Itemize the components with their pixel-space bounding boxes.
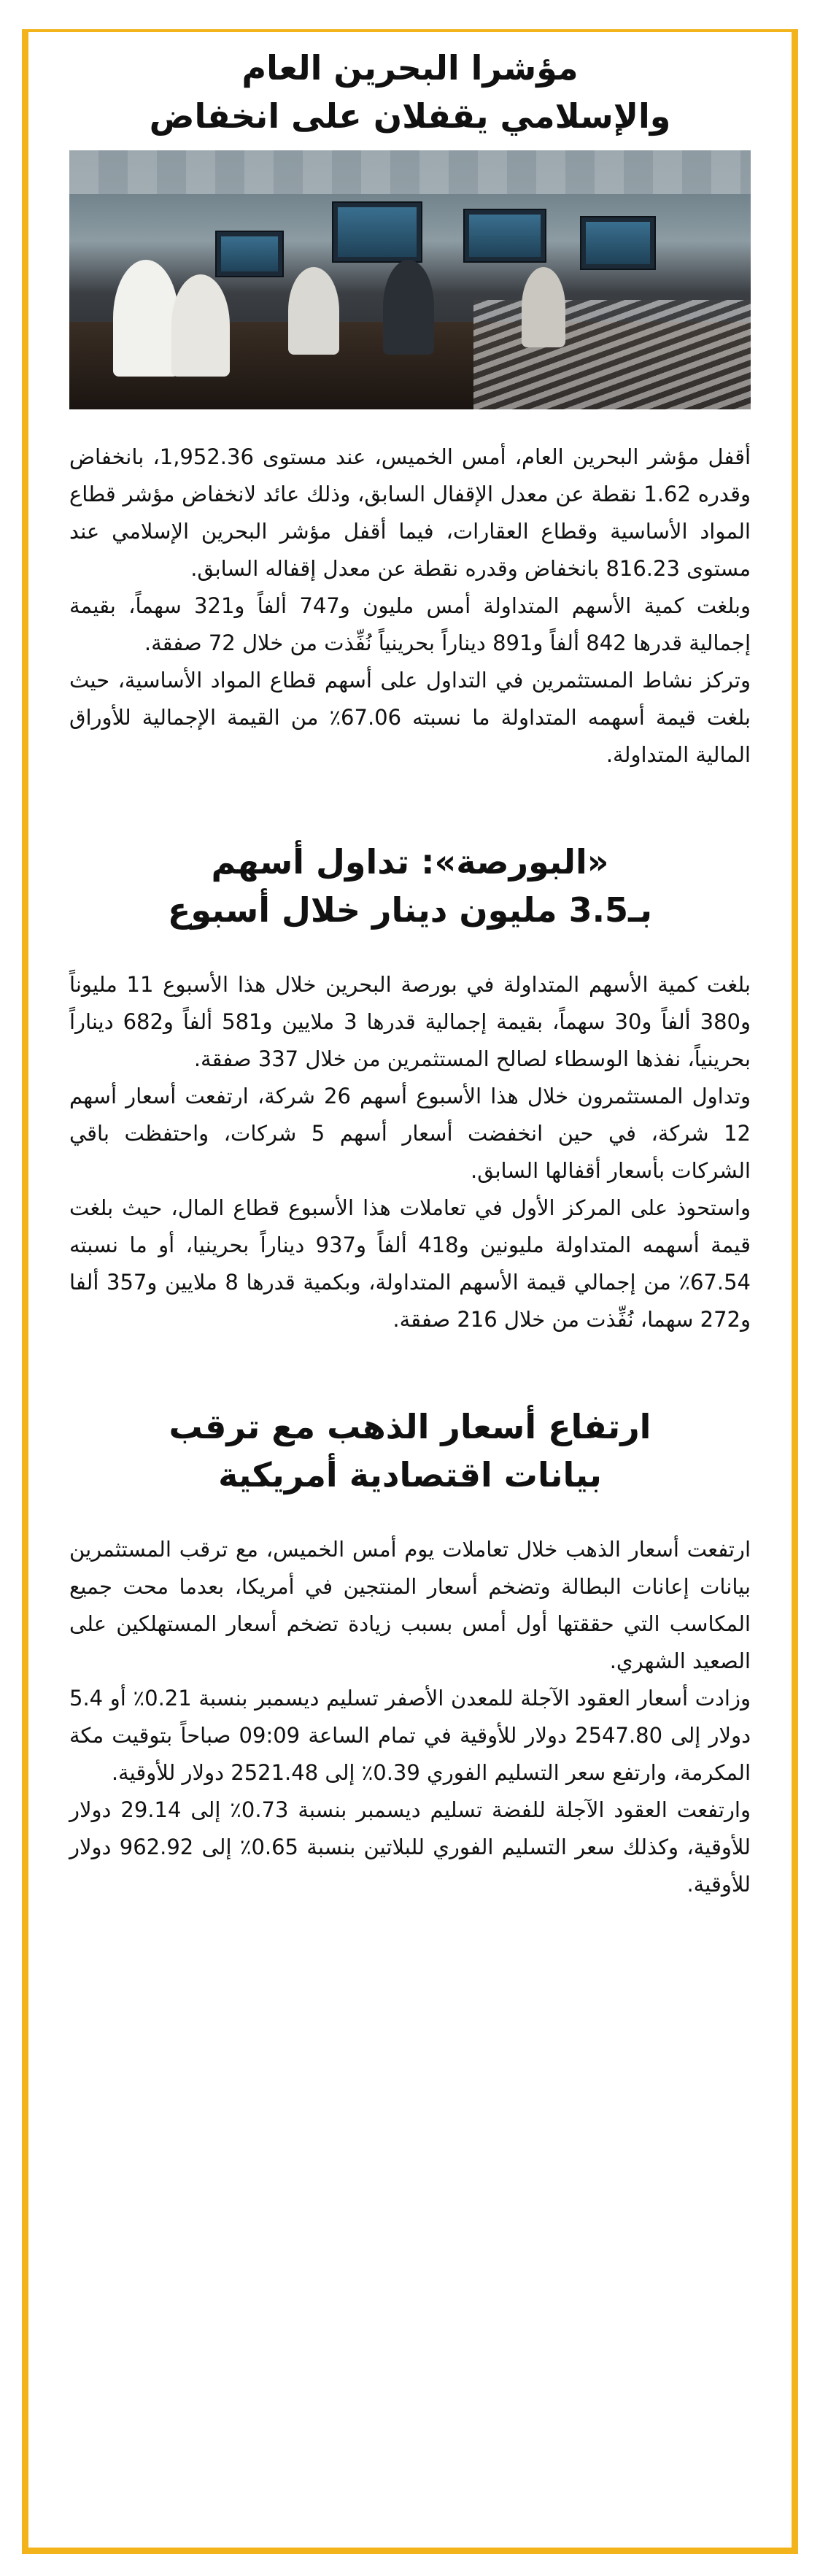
article-bourse-weekly bbox=[69, 838, 751, 1338]
paragraph: بلغت كمية الأسهم المتداولة في بورصة البحرين خلال هذا الأسبوع 11 مليوناً و380 ألفاً و30 سهماً، بقيمة إجمالية قدرها 3 ملايين و581 ألفاً و682 ديناراً بحرينياً، نفذها الوسطاء لصالح المستثمرين من خلال 337 صفقة. bbox=[69, 972, 751, 1071]
article-body bbox=[69, 1531, 751, 1903]
article-body bbox=[69, 439, 751, 774]
article-headline bbox=[69, 1403, 751, 1499]
paragraph: وتركز نشاط المستثمرين في التداول على أسهم قطاع المواد الأساسية، حيث بلغت قيمة أسهمه المتداولة ما نسبته 67.06٪ من القيمة الإجمالية للأوراق المالية المتداولة. bbox=[69, 668, 751, 767]
trading-floor-photo bbox=[69, 150, 751, 409]
article-headline bbox=[69, 44, 751, 140]
headline-line-2: بيانات اقتصادية أمريكية bbox=[218, 1455, 602, 1495]
headline-line-1: «البورصة»: تداول أسهم bbox=[211, 842, 609, 882]
paragraph: وبلغت كمية الأسهم المتداولة أمس مليون و747 ألفاً و321 سهماً، بقيمة إجمالية قدرها 842 ألفاً و891 ديناراً بحرينياً نُفِّذت من خلال 72 صفقة. bbox=[69, 593, 751, 655]
newspaper-column bbox=[69, 44, 751, 1903]
paragraph: وارتفعت العقود الآجلة للفضة تسليم ديسمبر بنسبة 0.73٪ إلى 29.14 دولار للأوقية، وكذلك سعر التسليم الفوري للبلاتين بنسبة 0.65٪ إلى 962.92 دولار للأوقية. bbox=[69, 1797, 751, 1897]
article-headline bbox=[69, 838, 751, 934]
headline-line-2: والإسلامي يقفلان على انخفاض bbox=[149, 96, 671, 136]
headline-line-2: بـ3.5 مليون دينار خلال أسبوع bbox=[167, 890, 653, 930]
headline-line-1: مؤشرا البحرين العام bbox=[241, 48, 579, 88]
paragraph: وزادت أسعار العقود الآجلة للمعدن الأصفر تسليم ديسمبر بنسبة 0.21٪ أو 5.4 دولار إلى 2547.80 دولار للأوقية في تمام الساعة 09:09 صباحاً بتوقيت مكة المكرمة، وارتفع سعر التسليم الفوري 0.39٪ إلى 2521.48 دولار للأوقية. bbox=[69, 1686, 751, 1785]
article-bahrain-index bbox=[69, 44, 751, 774]
article-gold-prices bbox=[69, 1403, 751, 1903]
paragraph: أقفل مؤشر البحرين العام، أمس الخميس، عند مستوى 1,952.36، بانخفاض وقدره 1.62 نقطة عن معدل الإقفال السابق، وذلك عائد لانخفاض مؤشر قطاع المواد الأساسية وقطاع العقارات، فيما أقفل مؤشر البحرين الإسلامي عند مستوى 816.23 بانخفاض وقدره نقطة عن معدل إقفاله السابق. bbox=[69, 444, 751, 581]
paragraph: واستحوذ على المركز الأول في تعاملات هذا الأسبوع قطاع المال، حيث بلغت قيمة أسهمه المتداولة مليونين و418 ألفاً و937 ديناراً بحرينيا، أو ما نسبته 67.54٪ من إجمالي قيمة الأسهم المتداولة، وبكمية قدرها 8 ملايين و357 ألفا و272 سهما، نُفِّذت من خلال 216 صفقة. bbox=[69, 1195, 751, 1332]
article-body bbox=[69, 966, 751, 1338]
paragraph: وتداول المستثمرون خلال هذا الأسبوع أسهم 26 شركة، ارتفعت أسعار أسهم 12 شركة، في حين انخفضت أسعار أسهم 5 شركات، واحتفظت باقي الشركات بأسعار أقفالها السابق. bbox=[69, 1084, 751, 1183]
paragraph: ارتفعت أسعار الذهب خلال تعاملات يوم أمس الخميس، مع ترقب المستثمرين بيانات إعانات البطالة وتضخم أسعار المنتجين في أمريكا، بعدما محت جميع المكاسب التي حققتها أول أمس بسبب زيادة تضخم أسعار المستهلكين على الصعيد الشهري. bbox=[69, 1537, 751, 1673]
headline-line-1: ارتفاع أسعار الذهب مع ترقب bbox=[169, 1407, 651, 1446]
